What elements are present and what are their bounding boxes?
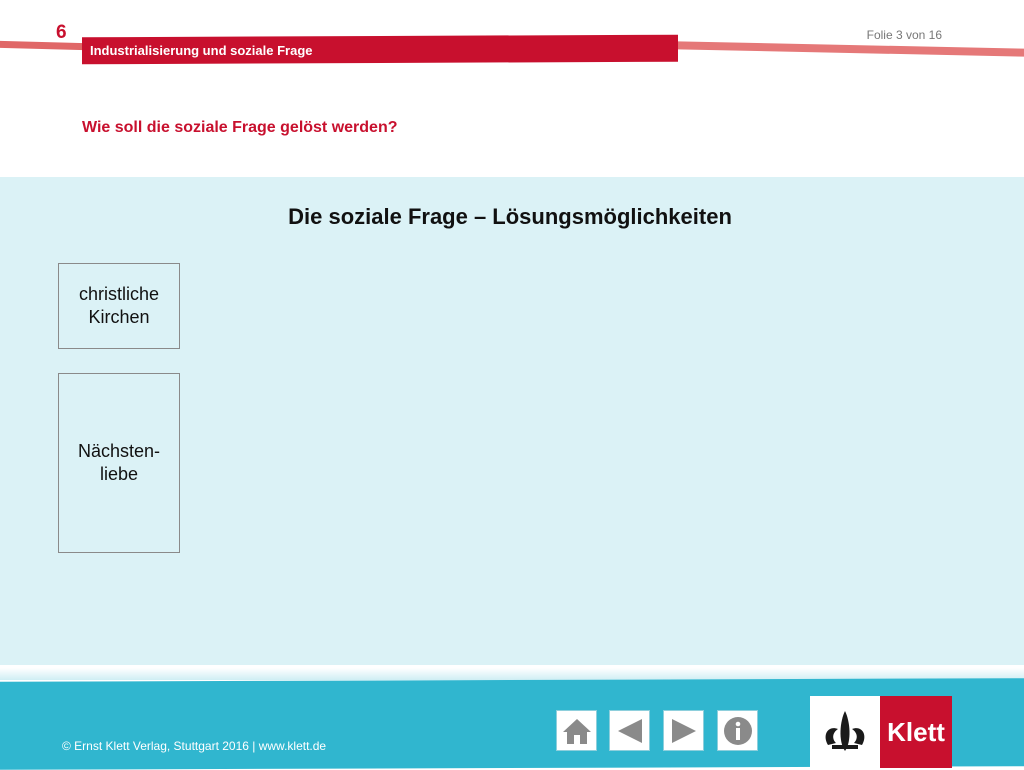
header-decor-right <box>678 41 1024 56</box>
arrow-right-icon <box>668 716 700 746</box>
chapter-number: 6 <box>56 22 67 43</box>
klett-logo-text: Klett <box>880 696 952 768</box>
card-naechstenliebe[interactable] <box>58 373 180 553</box>
slide-counter: Folie 3 von 16 <box>866 28 942 42</box>
copyright-text: © Ernst Klett Verlag, Stuttgart 2016 | www.klett.de <box>62 739 327 753</box>
info-icon <box>722 715 754 747</box>
arrow-left-icon <box>614 716 646 746</box>
next-slide-button[interactable] <box>663 710 704 751</box>
slide-subtitle: Wie soll die soziale Frage gelöst werden? <box>82 119 398 136</box>
klett-emblem-icon <box>810 696 880 768</box>
previous-slide-button[interactable] <box>609 710 650 751</box>
home-button[interactable] <box>556 710 597 751</box>
klett-logo <box>810 696 952 768</box>
card-christliche-kirchen[interactable] <box>58 263 180 349</box>
card-label: christliche Kirchen <box>78 284 160 327</box>
home-icon <box>561 716 593 746</box>
chapter-title: Industrialisierung und soziale Frage <box>90 43 313 58</box>
info-button[interactable] <box>717 710 758 751</box>
header-decor-left <box>0 41 84 50</box>
slide-title: Die soziale Frage – Lösungsmöglichkeiten <box>288 204 732 229</box>
card-label: Nächsten- liebe <box>77 441 161 484</box>
